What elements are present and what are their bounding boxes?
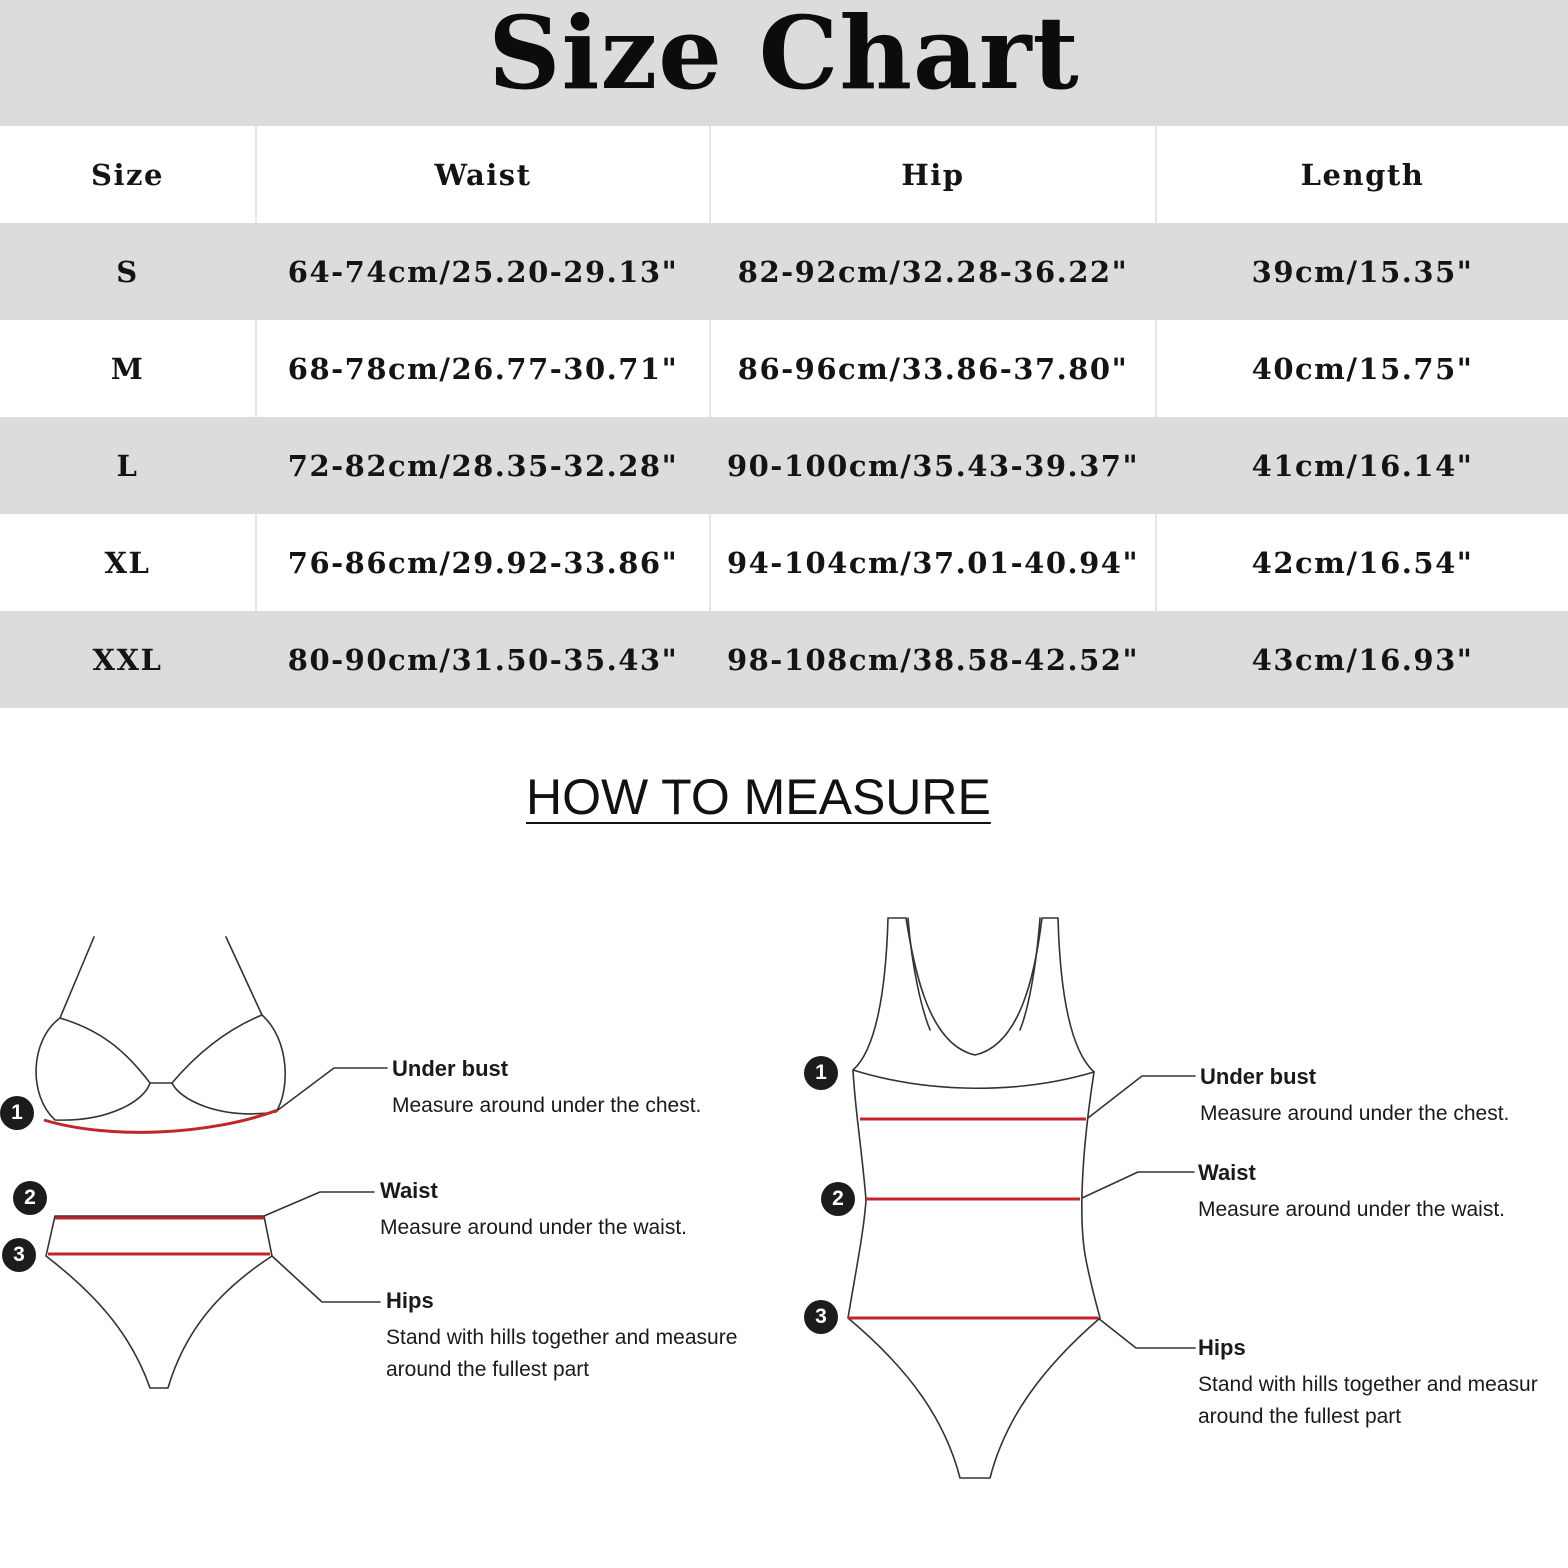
cell-size: L [0,417,256,514]
cell-waist: 68-78cm/26.77-30.71" [256,320,710,417]
cell-waist: 72-82cm/28.35-32.28" [256,417,710,514]
label-title: Hips [1198,1335,1246,1360]
swimsuit-waist-label [1198,1160,1505,1226]
cell-hip: 86-96cm/33.86-37.80" [710,320,1156,417]
swimsuit-under-bust-label [1200,1064,1509,1130]
cell-size: S [0,223,256,320]
label-desc: Measure around under the waist. [1198,1198,1506,1221]
badge-1: 1 [0,1096,34,1130]
header-size: Size [0,126,256,223]
label-title: Under bust [1200,1064,1317,1089]
label-desc: Stand with hills together and measure [386,1326,738,1349]
badge-2: 2 [13,1181,47,1215]
cell-length: 42cm/16.54" [1156,514,1568,611]
cell-length: 41cm/16.14" [1156,417,1568,514]
swimsuit-hips-label [1198,1335,1568,1433]
cell-waist: 80-90cm/31.50-35.43" [256,611,710,708]
label-title: Under bust [392,1056,509,1081]
cell-hip: 98-108cm/38.58-42.52" [710,611,1156,708]
cell-length: 43cm/16.93" [1156,611,1568,708]
label-desc: Measure around under the waist. [380,1216,688,1239]
cell-hip: 82-92cm/32.28-36.22" [710,223,1156,320]
label-title: Waist [1198,1160,1256,1185]
cell-waist: 76-86cm/29.92-33.86" [256,514,710,611]
label-title: Hips [386,1288,434,1313]
cell-size: M [110,351,145,386]
cell-size: XXL [0,611,256,708]
label-desc: around the fullest part [386,1358,590,1381]
bikini-bottom-icon [46,1216,272,1388]
bikini-hips-label [386,1288,737,1386]
bikini-under-bust-label [392,1056,701,1122]
badge-3: 3 [2,1238,36,1272]
bikini-top-icon [36,937,285,1120]
label-desc: Measure around under the chest. [1200,1102,1510,1125]
how-to-measure-title: HOW TO MEASURE [526,769,991,825]
label-title: Waist [380,1178,438,1203]
header-length: Length [1156,126,1568,223]
label-desc: Measure around under the chest. [392,1094,702,1117]
badge-1: 1 [804,1056,838,1090]
page-title: Size Chart [488,0,1080,112]
header-waist: Waist [256,126,710,223]
label-desc: Stand with hills together and measur [1198,1373,1538,1396]
cell-hip: 94-104cm/37.01-40.94" [710,514,1156,611]
cell-waist: 64-74cm/25.20-29.13" [256,223,710,320]
cell-length: 40cm/15.75" [1156,320,1568,417]
cell-length: 39cm/15.35" [1156,223,1568,320]
header-hip: Hip [710,126,1156,223]
cell-size: XL [104,545,151,580]
badge-2: 2 [821,1182,855,1216]
label-desc: around the fullest part [1198,1405,1402,1428]
badge-3: 3 [804,1300,838,1334]
cell-hip: 90-100cm/35.43-39.37" [710,417,1156,514]
bikini-waist-label [380,1178,687,1244]
